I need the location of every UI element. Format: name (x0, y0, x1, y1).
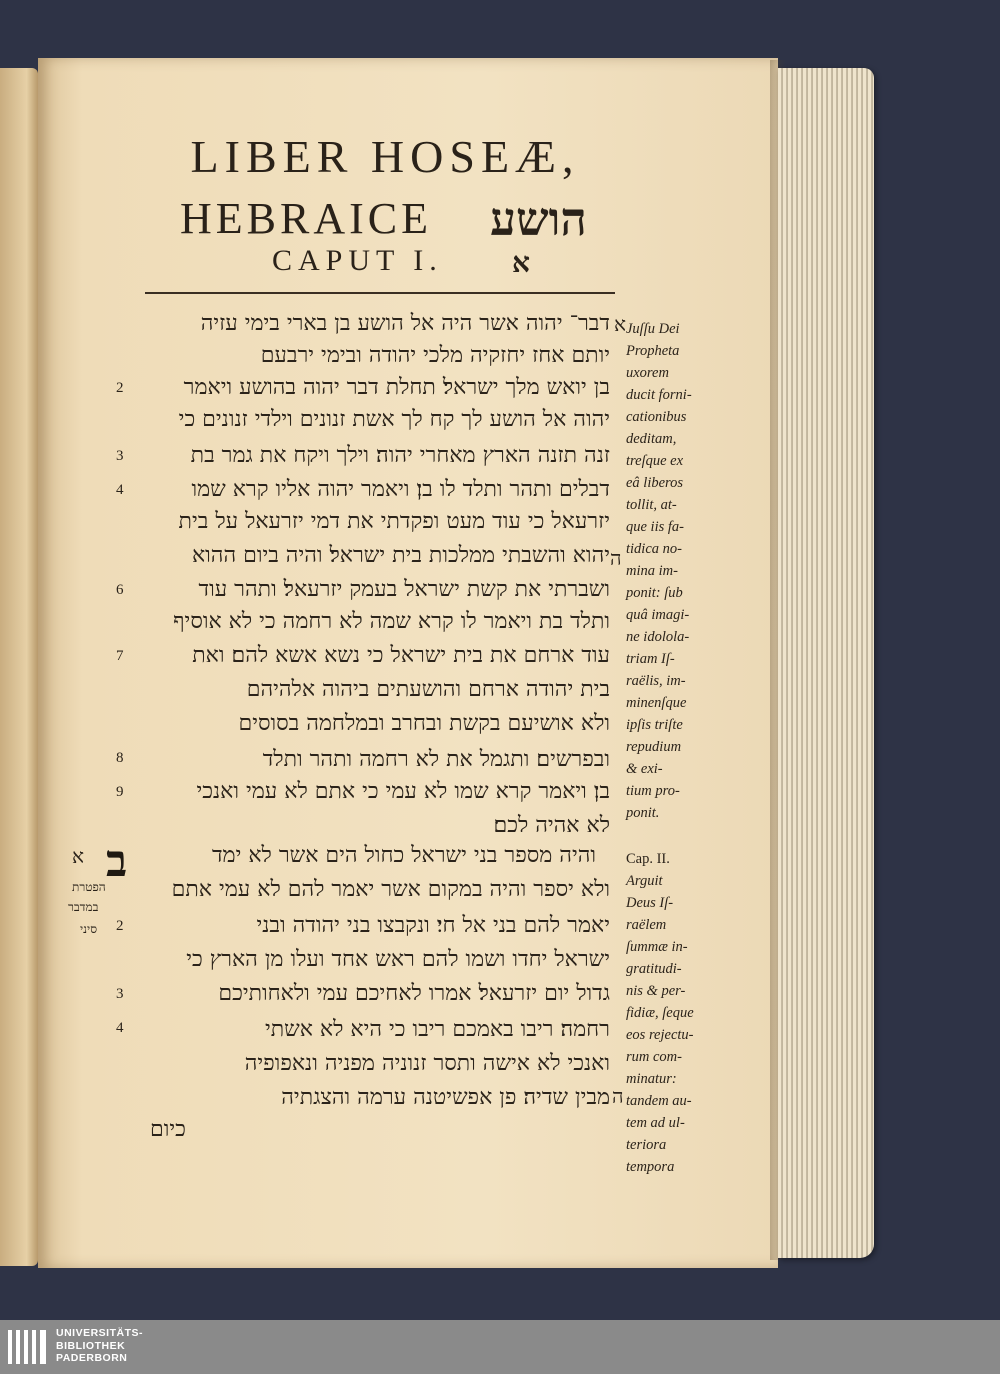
haftarah-note: הפטרת (72, 880, 106, 894)
margin-line: tidica no- (626, 541, 682, 557)
verse-number: 2 (116, 918, 124, 934)
text-line: יהוא והשבתי ממלכות בית ישראל׃ והיה ביום ההוא (191, 543, 610, 568)
text-line: יזרעאל כי עוד מעט ופקדתי את דמי יזרעאל על בית (178, 509, 610, 534)
text-line: ולא אושיעם בקשת ובחרב ובמלחמה בסוסים (238, 711, 610, 736)
margin-line: minatur: (626, 1071, 677, 1087)
margin-line: ponit. (626, 805, 660, 821)
margin-line: Propheta (626, 343, 680, 359)
margin-note-chapter-1 (626, 318, 746, 824)
catchword: כיום (150, 1117, 186, 1142)
text-line: דבלים ותהר ותלד לו בן׃ ויאמר יהוה אליו קרא שמו (191, 477, 610, 502)
margin-line: eos rejectu- (626, 1027, 694, 1043)
margin-line: raëlis, im- (626, 673, 686, 689)
margin-line: rum com- (626, 1049, 682, 1065)
text-line: ובפרשים׃ ותגמל את לא רחמה ותהר ותלד (262, 747, 610, 772)
text-line: והיה מספר בני ישראל כחול הים אשר לא ימד (211, 843, 596, 868)
margin-line: tem ad ul- (626, 1115, 685, 1131)
margin-line: fidiæ, ſeque (626, 1005, 694, 1021)
verse-number: 3 (116, 986, 124, 1002)
margin-line: nis & per- (626, 983, 686, 999)
margin-note-chapter-2 (626, 848, 746, 1178)
margin-line: minenſque (626, 695, 687, 711)
haftarah-note: סיני (80, 922, 98, 936)
chapter-heading: CAPUT I. (272, 244, 443, 277)
margin-line: Deus Iſ- (626, 895, 674, 911)
margin-line: ponit: ſub (626, 585, 683, 601)
margin-line: ſummæ in- (626, 939, 688, 955)
margin-line: Arguit (626, 873, 663, 889)
verse-number: ה (612, 1086, 624, 1108)
margin-line: tium pro- (626, 783, 680, 799)
verse-number: 9 (116, 784, 124, 800)
chapter-2-initial: ב (106, 836, 128, 887)
margin-line: treſque ex (626, 453, 684, 469)
library-logo-icon (8, 1330, 48, 1364)
title-rule (145, 292, 615, 294)
title-line-1: LIBER HOSEÆ, (190, 131, 580, 182)
margin-line: mina im- (626, 563, 678, 579)
margin-line: ducit forni- (626, 387, 692, 403)
margin-line: teriora (626, 1137, 667, 1153)
title-hebrew-name: הושע (490, 192, 587, 246)
chapter-2-number: א (72, 846, 85, 868)
text-line: יאמר להם בני אל חי׃ ונקבצו בני יהודה ובני (256, 913, 610, 938)
verse-number: 8 (116, 750, 124, 766)
margin-line: eâ liberos (626, 475, 684, 491)
text-line: עוד ארחם את בית ישראל כי נשא אשא להם׃ ואת (192, 643, 610, 668)
text-line: יותם אחז יחזקיה מלכי יהודה ובימי ירבעם (260, 343, 610, 368)
logo-line: BIBLIOTHEK (56, 1339, 126, 1352)
margin-line: gratitudi- (626, 961, 682, 977)
text-line: ותלד בת ויאמר לו קרא שמה לא רחמה כי לא אוסיף (173, 609, 610, 634)
margin-line: uxorem (626, 365, 669, 381)
library-logo-text (56, 1327, 143, 1365)
title-line-2: HEBRAICE (180, 194, 432, 243)
text-line: לא אהיה לכם׃ (493, 813, 610, 838)
text-line: ולא יספר והיה במקום אשר יאמר להם לא עמי אתם (171, 877, 610, 902)
margin-heading: Cap. II. (626, 851, 670, 867)
margin-line: cationibus (626, 409, 687, 425)
verse-number: 3 (116, 448, 124, 464)
text-line: רחמה׃ ריבו באמכם ריבו כי היא לא אשתי (264, 1017, 610, 1042)
margin-line: ne idolola- (626, 629, 690, 645)
text-line: מבין שדיה׃ פן אפשיטנה ערמה והצגתיה (281, 1085, 610, 1110)
text-line: יהוה אל הושע לך קח לך אשת זנונים וילדי זנונים כי (178, 407, 610, 432)
verse-number: 4 (116, 482, 124, 498)
verse-number: 7 (116, 648, 124, 664)
logo-line: UNIVERSITÄTS- (56, 1327, 144, 1339)
margin-line: tandem au- (626, 1093, 692, 1109)
verse-number: ה (610, 548, 622, 570)
margin-line: raëlem (626, 917, 667, 933)
text-line: ואנכי לא אישה ותסר זנוניה מפניה ונאפופיה (244, 1051, 610, 1076)
margin-line: Juſſu Dei (626, 321, 680, 337)
haftarah-note: במדבר (68, 900, 99, 914)
margin-line: triam Iſ- (626, 651, 675, 667)
text-line: דבר־ יהוה אשר היה אל הושע בן בארי בימי עזיה (200, 311, 610, 336)
margin-line: quâ imagi- (626, 607, 690, 623)
margin-line: & exi- (626, 761, 663, 777)
library-footer (0, 1320, 1000, 1374)
verse-number: 4 (116, 1020, 124, 1036)
text-line: ושברתי את קשת ישראל בעמק יזרעאל׃ ותהר עוד (198, 577, 610, 602)
verse-number: 2 (116, 380, 124, 396)
margin-line: tempora (626, 1159, 675, 1175)
text-line: בית יהודה ארחם והושעתים ביהוה אלהיהם (246, 677, 610, 702)
text-line: בן׃ ויאמר קרא שמו לא עמי כי אתם לא עמי ואנכי (196, 779, 610, 804)
margin-line: ipſis triſte (626, 717, 683, 733)
text-line: גדול יום יזרעאל׃ אמרו לאחיכם עמי ולאחותיכם (218, 981, 610, 1006)
margin-line: tollit, at- (626, 497, 677, 513)
verse-number: 6 (116, 582, 124, 598)
margin-line: deditam, (626, 431, 677, 447)
facing-page-edge (0, 68, 38, 1266)
text-line: ישראל יחדו ושמו להם ראש אחד ועלו מן הארץ כי (186, 947, 610, 972)
margin-line: que iis fa- (626, 519, 684, 535)
verse-number: א (614, 314, 627, 336)
chapter-heading-hebrew: א (512, 246, 530, 279)
margin-line: repudium (626, 739, 682, 755)
text-line: זנה תזנה הארץ מאחרי יהוה׃ וילך ויקח את גמר בת (190, 443, 610, 468)
page-block-edges (778, 68, 874, 1258)
logo-line: PADERBORN (56, 1352, 128, 1364)
text-line: בן יואש מלך ישראל׃ תחלת דבר יהוה בהושע ויאמר (183, 375, 610, 400)
